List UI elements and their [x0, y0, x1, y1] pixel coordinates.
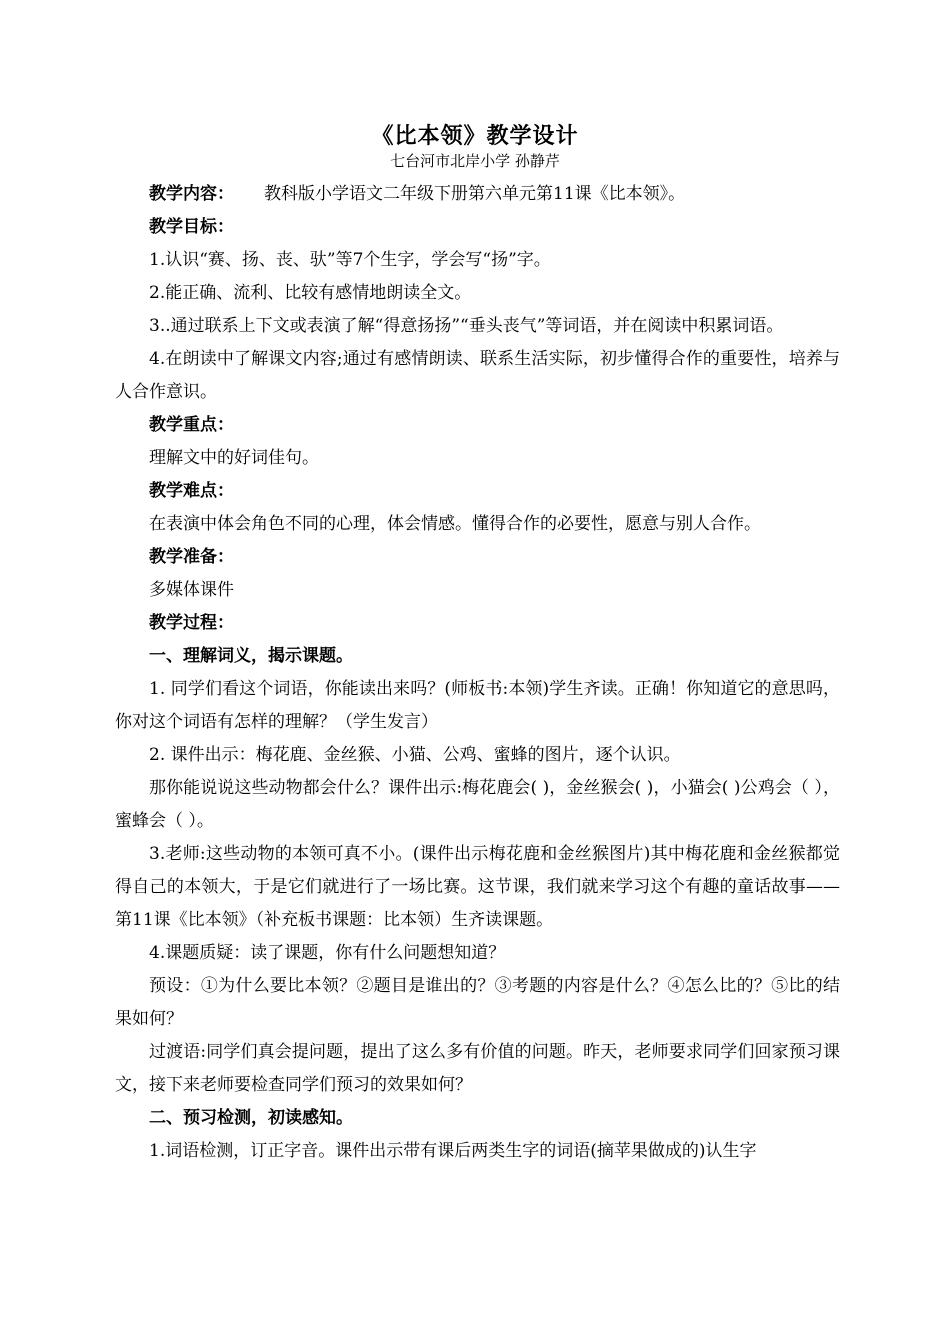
author-line: 七台河市北岸小学 孙静芹 — [390, 152, 560, 170]
teaching-content-text: 教科版小学语文二年级下册第六单元第11课《比本领》。 — [264, 184, 686, 204]
section-heading: 二、预习检测，初读感知。 — [149, 1108, 353, 1128]
paragraph: 1.词语检测，订正字音。课件出示带有课后两类生字的词语(摘苹果做成的)认生字 — [149, 1141, 757, 1161]
paragraph: 预设：①为什么要比本领？②题目是谁出的？③考题的内容是什么？④怎么比的？⑤比的结果如何？ — [115, 976, 840, 1029]
goal-item: 3..通过联系上下文或表演了解“得意扬扬”“垂头丧气”等词语，并在阅读中积累词语。 — [149, 316, 784, 336]
paragraph: 4.课题质疑：读了课题，你有什么问题想知道？ — [149, 943, 506, 963]
key-points-text: 理解文中的好词佳句。 — [149, 448, 319, 468]
key-points-label: 教学重点： — [149, 415, 234, 435]
document-body — [115, 178, 840, 1168]
goal-item: 2.能正确、流利、比较有感情地朗读全文。 — [149, 283, 472, 303]
paragraph: 3.老师:这些动物的本领可真不小。(课件出示梅花鹿和金丝猴图片)其中梅花鹿和金丝猴都觉得自己的本领大，于是它们就进行了一场比赛。这节课，我们就来学习这个有趣的童话故事——第11课《比本领》（补充板书课题：比本领）生齐读课题。 — [115, 844, 840, 930]
paragraph: 那你能说说这些动物都会什么？课件出示:梅花鹿会( )，金丝猴会( )，小猫会( )公鸡会（ ），蜜蜂会（ ）。 — [115, 778, 840, 831]
paragraph: 1. 同学们看这个词语，你能读出来吗？(师板书:本领)学生齐读。正确！你知道它的意思吗，你对这个词语有怎样的理解？（学生发言） — [115, 679, 840, 732]
goal-item: 4.在朗读中了解课文内容;通过有感情朗读、联系生活实际，初步懂得合作的重要性，培养与人合作意识。 — [115, 349, 840, 402]
preparation-text: 多媒体课件 — [149, 580, 234, 600]
goal-item: 1.认识“赛、扬、丧、驮”等7个生字，学会写“扬”字。 — [149, 250, 551, 270]
teaching-content-label: 教学内容： — [149, 184, 234, 204]
paragraph: 2. 课件出示：梅花鹿、金丝猴、小猫、公鸡、蜜蜂的图片，逐个认识。 — [149, 745, 681, 765]
process-label: 教学过程： — [149, 613, 234, 633]
preparation-label: 教学准备： — [149, 547, 234, 567]
section-heading: 一、理解词义，揭示课题。 — [149, 646, 353, 666]
teaching-content-line — [115, 178, 840, 211]
difficulty-text: 在表演中体会角色不同的心理，体会情感。懂得合作的必要性，愿意与别人合作。 — [149, 514, 761, 534]
document-title: 《比本领》教学设计 — [371, 123, 579, 149]
teaching-goals-label: 教学目标： — [149, 217, 234, 237]
paragraph: 过渡语:同学们真会提问题，提出了这么多有价值的问题。昨天，老师要求同学们回家预习课文，接下来老师要检查同学们预习的效果如何？ — [115, 1042, 840, 1095]
difficulty-label: 教学难点： — [149, 481, 234, 501]
